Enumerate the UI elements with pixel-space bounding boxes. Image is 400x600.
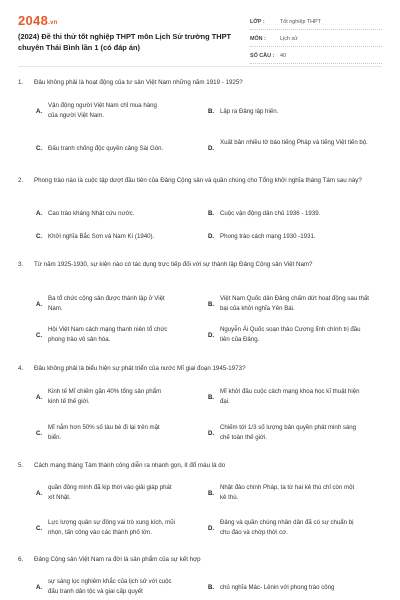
question-body: Đâu không phải là biểu hiện sự phát triển của nước Mĩ giai đoạn 1945-1973? — [34, 365, 246, 372]
site-logo[interactable] — [18, 13, 58, 28]
option-text: Ba tổ chức cộng sản được thành lập ở Việt Nam. — [48, 295, 165, 313]
option-text: sự sàng lọc nghiêm khắc của lịch sử với cuộc đấu tranh dân tộc và giai cấp quyết — [48, 578, 172, 596]
question-body: Đâu không phải là hoạt động của tư sản Việt Nam những năm 1919 - 1925? — [34, 79, 243, 86]
option-text: Đấu tranh chống độc quyền cảng Sài Gòn. — [48, 145, 164, 152]
option-label: D. — [208, 332, 215, 339]
option-text: Hội Việt Nam cách mạng thanh niên tổ chức phong trào vô sản hóa. — [48, 326, 168, 344]
option-text: Nguyễn Ái Quốc soạn thảo Cương lĩnh chính trị đầu tiên của Đảng. — [220, 326, 361, 344]
option-text: Việt Nam Quốc dân Đảng chấm dứt hoạt động sau thất bại của khởi nghĩa Yên Bái. — [220, 295, 369, 313]
document-title: (2024) Đề thi thử tốt nghiệp THPT môn Lịch Sử trường THPT chuyên Thái Bình lần 1 (có đáp án) — [18, 32, 232, 52]
meta-key: LỚP : — [250, 19, 265, 25]
meta-value: Tốt nghiệp THPT — [280, 19, 321, 25]
option-text: chủ nghĩa Mác- Lênin với phong trào công — [220, 584, 335, 591]
question-item — [18, 260, 382, 360]
question-text — [18, 260, 382, 271]
question-number: 3. — [18, 261, 24, 268]
option-label: A. — [36, 394, 43, 401]
logo-suffix: .vn — [48, 20, 58, 26]
meta-value: 40 — [280, 53, 286, 59]
option-text: Vận động người Việt Nam chỉ mua hàng của người Việt Nam. — [48, 102, 157, 120]
option-label: B. — [208, 490, 215, 497]
option-text: Kinh tế Mĩ chiếm gần 40% tổng sản phẩm kinh tế thế giới. — [48, 388, 162, 406]
question-text — [18, 364, 382, 375]
option-text: Cuộc vận động dân chủ 1936 - 1939. — [220, 210, 321, 217]
option-label: C. — [36, 430, 43, 437]
option-label: B. — [208, 394, 215, 401]
option-label: B. — [208, 108, 215, 115]
option-label: D. — [208, 145, 215, 152]
question-item — [18, 176, 382, 256]
option-label: A. — [36, 210, 43, 217]
option-label: A. — [36, 490, 43, 497]
option-label: C. — [36, 525, 43, 532]
option-text: Chiếm tới 1/3 số lượng bản quyền phát minh sáng chế toàn thế giới. — [220, 424, 357, 442]
meta-key: SỐ CÂU : — [250, 53, 275, 59]
question-number: 4. — [18, 365, 24, 372]
option-text: quần đông mình đã kịp thời vào giải giáp phát xít Nhật. — [48, 484, 172, 502]
question-item — [18, 461, 382, 561]
header-divider — [18, 66, 382, 67]
option-text: Lực lượng quân sự đông vai trò xung kích, mũi nhọn, tấn công vào các thành phố lớn. — [48, 519, 176, 537]
question-text — [18, 78, 382, 89]
option-label: D. — [208, 430, 215, 437]
option-label: D. — [208, 233, 215, 240]
option-label: D. — [208, 525, 215, 532]
question-item — [18, 78, 382, 168]
question-text — [18, 176, 382, 187]
option-text: Khởi nghĩa Bắc Sơn và Nam Kì (1940). — [48, 233, 155, 240]
meta-row-count — [250, 49, 382, 64]
question-text — [18, 555, 382, 566]
option-label: C. — [36, 233, 43, 240]
question-body: Phong trào nào là cuộc tập dượt đầu tiên của Đảng Cộng sản và quần chúng cho Tổng khởi nghĩa tháng Tám sau này? — [34, 177, 362, 184]
option-text: Lập ra Đảng lập hiến. — [220, 108, 279, 115]
meta-value: Lịch sử — [280, 36, 298, 42]
question-number: 2. — [18, 177, 24, 184]
question-item — [18, 364, 382, 460]
option-text: Mĩ khởi đầu cuộc cách mạng khoa học kĩ thuật hiện đại. — [220, 388, 360, 406]
meta-row-subject — [250, 32, 382, 47]
question-body: Đảng Cộng sản Việt Nam ra đời là sản phẩm của sự kết hợp — [34, 556, 201, 563]
meta-key: MÔN : — [250, 36, 266, 42]
question-body: Cách mạng tháng Tám thành công diễn ra nhanh gọn, ít đổ máu là do — [34, 462, 226, 469]
option-text: Cao trào kháng Nhật cứu nước. — [48, 210, 135, 217]
question-item — [18, 555, 382, 600]
option-text: Phong trào cách mạng 1930 -1931. — [220, 233, 316, 240]
option-label: B. — [208, 210, 215, 217]
option-label: A. — [36, 301, 43, 308]
option-text: Đảng và quần chúng nhân dân đã có sự chuẩn bị chu đáo và chớp thời cơ. — [220, 519, 354, 537]
question-number: 6. — [18, 556, 24, 563]
question-body: Từ năm 1925-1930, sự kiện nào có tác dụng trực tiếp đối với sự thành lập Đảng Cộng sản Việt Nam? — [34, 261, 313, 268]
document-header — [18, 12, 382, 60]
question-text — [18, 461, 382, 472]
option-text: Mĩ nắm hơn 50% số tàu bè đi lại trên mặt biển. — [48, 424, 160, 442]
option-label: A. — [36, 108, 43, 115]
option-label: B. — [208, 301, 215, 308]
logo-main: 2048 — [18, 13, 49, 28]
option-label: A. — [36, 584, 43, 591]
option-label: B. — [208, 584, 215, 591]
meta-row-class — [250, 15, 382, 30]
option-text: Xuất bản nhiều tờ báo tiếng Pháp và tiếng Việt tiến bộ. — [220, 139, 368, 146]
option-label: C. — [36, 145, 43, 152]
option-label: C. — [36, 332, 43, 339]
question-number: 1. — [18, 79, 24, 86]
question-number: 5. — [18, 462, 24, 469]
option-text: Nhật đảo chính Pháp, ta từ hai kẻ thù chỉ còn một kẻ thù. — [220, 484, 355, 502]
meta-info — [250, 15, 382, 66]
